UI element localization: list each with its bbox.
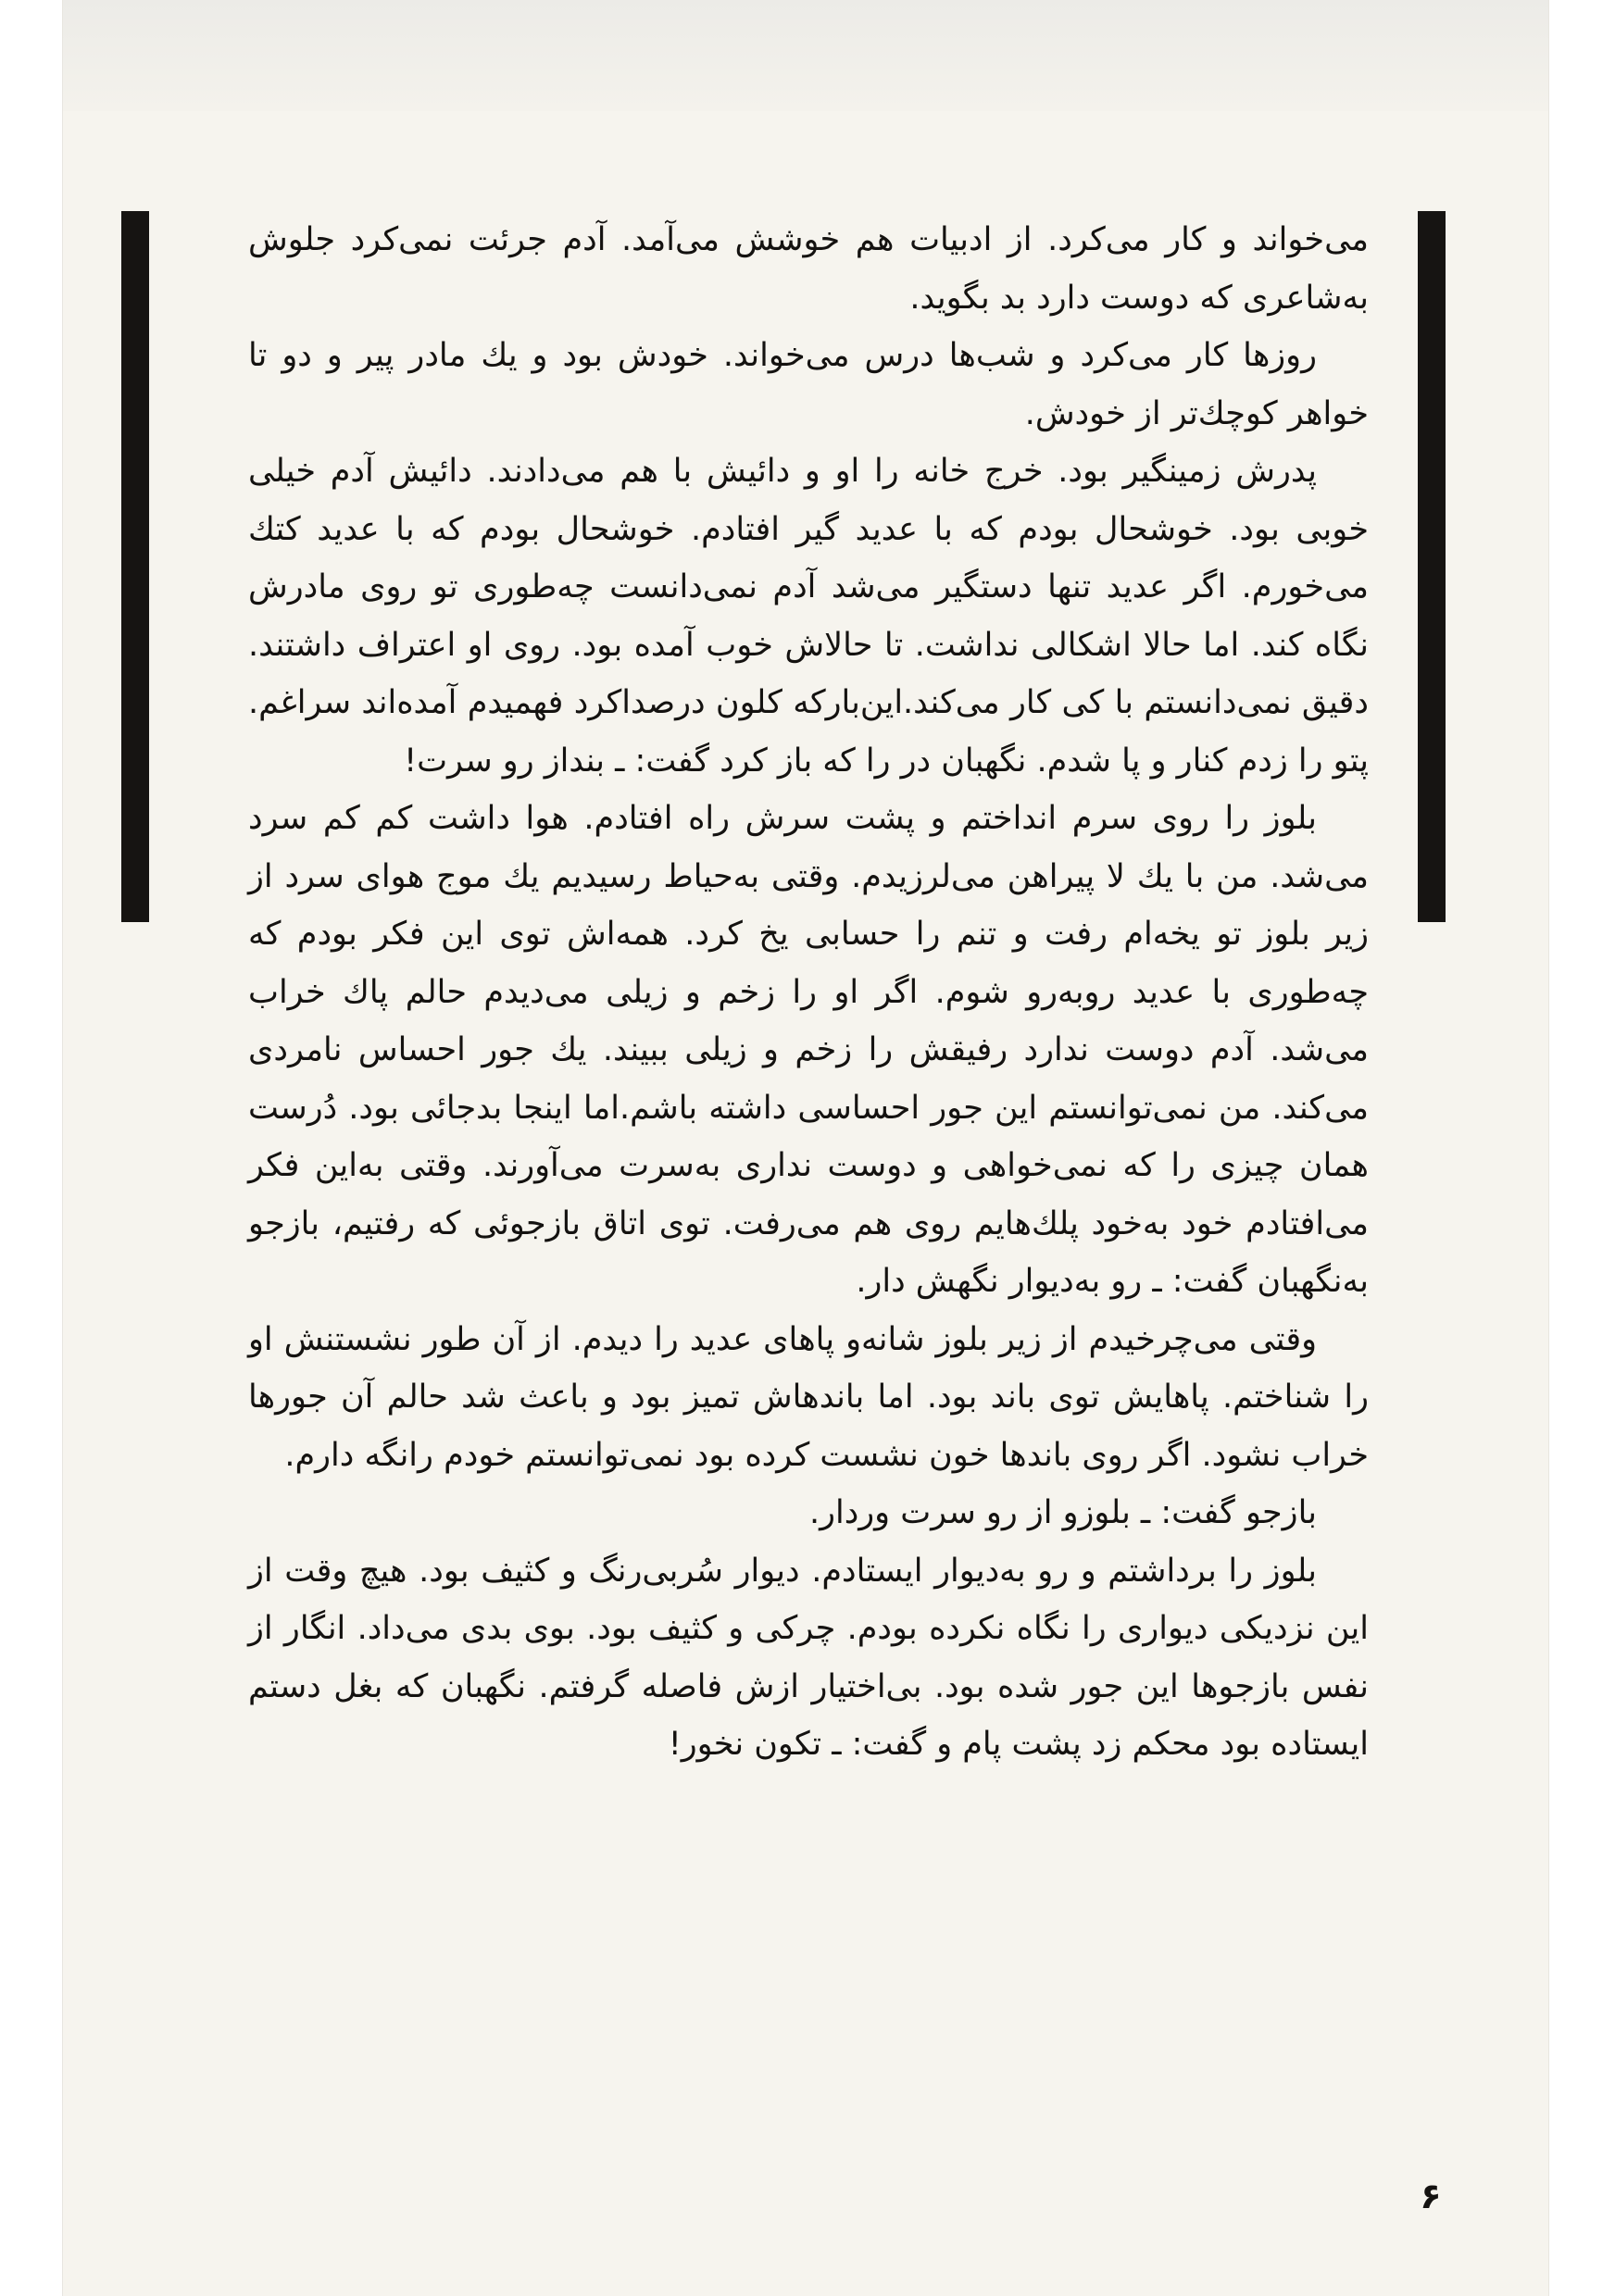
paragraph: روزها کار می‌کرد و شب‌ها درس می‌خواند. خودش بود و یك مادر پیر و دو تا خواهر کوچك‌تر از خودش. — [248, 337, 1369, 432]
paragraph: می‌خواند و کار می‌کرد. از ادبیات هم خوشش می‌آمد. آدم جرئت نمی‌کرد جلوش به‌شاعری که دوست دارد بد بگوید. — [248, 221, 1369, 317]
margin-bar-left — [121, 211, 149, 922]
paragraph: وقتی می‌چرخیدم از زیر بلوز شانه‌و پاهای عدید را دیدم. از آن طور نشستنش او را شناختم. پاهایش توی باند بود. اما باندهاش تمیز بود و باعث شد حالم آن جورها خراب نشود. اگر روی باندها خون نشست کرده بود نمی‌توانستم خودم رانگه دارم. — [248, 1320, 1369, 1474]
margin-bar-right — [1418, 211, 1446, 922]
paragraph: پدرش زمینگیر بود. خرج خانه را او و دائیش با هم می‌دادند. دائیش آدم خیلی خوبی بود. خوشحال بودم که با عدید گیر افتادم. خوشحال بودم که با عدید کتك می‌خورم. اگر عدید تنها دستگیر می‌شد آدم نمی‌دانست چه‌طوری تو روی مادرش نگاه کند. اما حالا اشکالی نداشت. تا حالاش خوب آمده بود. روی او اعتراف داشتند. دقیق نمی‌دانستم با کی کار می‌کند.این‌بارکه کلون درصداکرد فهمیدم آمده‌اند سراغم. پتو را زدم کنار و پا شدم. نگهبان در را که باز کرد گفت: ـ بنداز رو سرت! — [248, 453, 1369, 780]
paragraph: بلوز را برداشتم و رو به‌دیوار ایستادم. دیوار سُربی‌رنگ و کثیف بود. هیچ وقت از این نزدیکی دیواری را نگاه نکرده بودم. چرکی و کثیف بود. بوی بدی می‌داد. انگار از نفس بازجوها این جور شده بود. بی‌اختیار ازش فاصله گرفتم. نگهبان که بغل دستم ایستاده بود محکم زد پشت پام و گفت: ـ تکون نخور! — [248, 1552, 1369, 1763]
paragraph: بلوز را روی سرم انداختم و پشت سرش راه افتادم. هوا داشت کم کم سرد می‌شد. من با یك لا پیراهن می‌لرزیدم. وقتی به‌حیاط رسیدیم یك موج هوای سرد از زیر بلوز تو یخه‌ام رفت و تنم را حسابی یخ کرد. همه‌اش توی این فکر بودم که چه‌طوری با عدید روبه‌رو شوم. اگر او را زخم و زیلی می‌دیدم حالم پاك خراب می‌شد. آدم دوست ندارد رفیقش را زخم و زیلی ببیند. یك جور احساس نامردی می‌کند. من نمی‌توانستم این جور احساسی داشته باشم.اما اینجا بدجائی بود. دُرست همان چیزی را که نمی‌خواهی و دوست نداری به‌سرت می‌آورند. وقتی به‌این فکر می‌افتادم خود به‌خود پلك‌هایم روی هم می‌رفت. توی اتاق بازجوئی که رفتیم، بازجو به‌نگهبان گفت: ـ رو به‌دیوار نگهش دار. — [248, 800, 1369, 1300]
page-number: ۶ — [1420, 2176, 1442, 2216]
body-text — [248, 211, 1369, 2234]
page-top-shade — [63, 0, 1548, 111]
paragraph: بازجو گفت: ـ بلوزو از رو سرت وردار. — [808, 1494, 1317, 1531]
